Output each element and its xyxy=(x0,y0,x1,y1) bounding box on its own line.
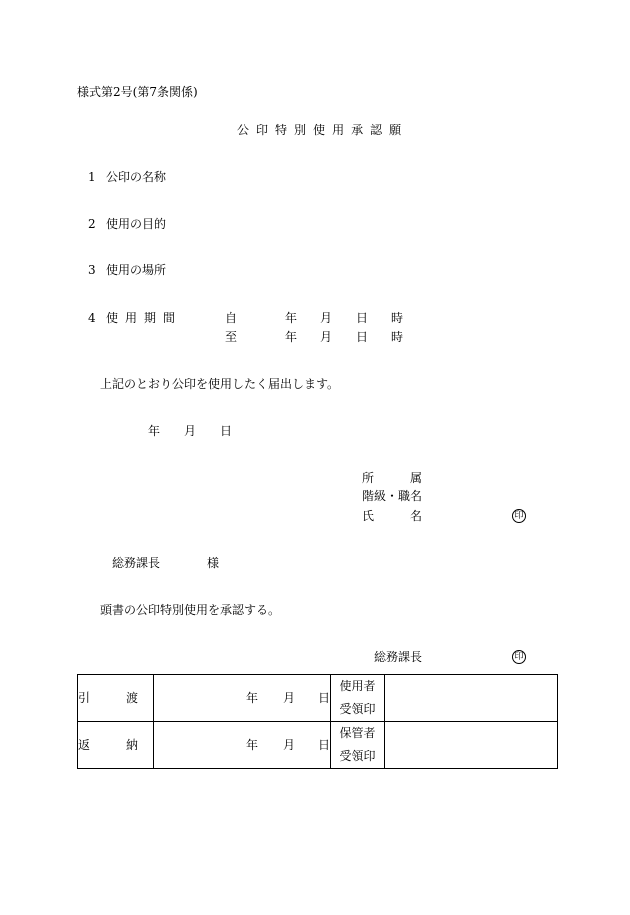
date-month-unit: 月 xyxy=(282,738,295,752)
date-cell xyxy=(154,722,331,769)
date-day-unit: 日 xyxy=(317,691,330,705)
request-year-unit: 年 xyxy=(148,424,161,438)
date-cell xyxy=(154,675,331,722)
approver-seal-icon xyxy=(512,650,526,664)
affiliation-label: 所 属 xyxy=(362,471,423,485)
receipt-seal-label: 受領印 xyxy=(339,702,376,716)
date-day-unit: 日 xyxy=(317,738,330,752)
role-cell xyxy=(331,722,385,769)
date-year-unit: 年 xyxy=(245,738,258,752)
item-number: 1 xyxy=(88,170,96,184)
rank-title-label: 階級・職名 xyxy=(362,489,423,503)
approver-title: 総務課長 xyxy=(374,650,423,664)
role-name: 保管者 xyxy=(339,726,376,740)
receipt-seal-label: 受領印 xyxy=(339,749,376,763)
applicant-seal-icon xyxy=(512,509,526,523)
date-year-unit: 年 xyxy=(245,691,258,705)
seal-character: 印 xyxy=(514,652,524,662)
table-row-handover xyxy=(78,675,558,722)
period-year-unit: 年 xyxy=(285,311,298,325)
approval-statement: 頭書の公印特別使用を承認する。 xyxy=(100,603,281,617)
item-number: 4 xyxy=(88,311,96,325)
request-month-unit: 月 xyxy=(184,424,197,438)
period-from-label: 自 xyxy=(225,311,238,325)
period-month-unit: 月 xyxy=(320,311,333,325)
form-number: 様式第2号(第7条関係) xyxy=(77,85,198,99)
role-cell xyxy=(331,675,385,722)
period-day-unit: 日 xyxy=(356,311,369,325)
table-row-return xyxy=(78,722,558,769)
item-number: 2 xyxy=(88,217,96,231)
period-hour-unit: 時 xyxy=(391,330,404,344)
seal-space-cell xyxy=(385,675,558,722)
name-label: 氏 名 xyxy=(362,509,423,523)
item-label-location: 使用の場所 xyxy=(106,263,167,277)
action-cell: 引 渡 xyxy=(78,675,154,722)
period-day-unit: 日 xyxy=(356,330,369,344)
period-hour-unit: 時 xyxy=(391,311,404,325)
addressee-honorific: 様 xyxy=(207,556,220,570)
addressee-title: 総務課長 xyxy=(112,556,161,570)
item-label-purpose: 使用の目的 xyxy=(106,217,167,231)
period-year-unit: 年 xyxy=(285,330,298,344)
item-label-period: 使 用 期 間 xyxy=(106,311,176,325)
period-month-unit: 月 xyxy=(320,330,333,344)
seal-space-cell xyxy=(385,722,558,769)
item-number: 3 xyxy=(88,263,96,277)
role-name: 使用者 xyxy=(339,679,376,693)
handover-return-table xyxy=(77,674,558,769)
action-cell: 返 納 xyxy=(78,722,154,769)
date-month-unit: 月 xyxy=(282,691,295,705)
document-title: 公 印 特 別 使 用 承 認 願 xyxy=(237,123,402,137)
item-label-seal-name: 公印の名称 xyxy=(106,170,167,184)
seal-character: 印 xyxy=(514,511,524,521)
period-to-label: 至 xyxy=(225,330,238,344)
request-statement: 上記のとおり公印を使用したく届出します。 xyxy=(100,377,340,391)
request-day-unit: 日 xyxy=(220,424,233,438)
